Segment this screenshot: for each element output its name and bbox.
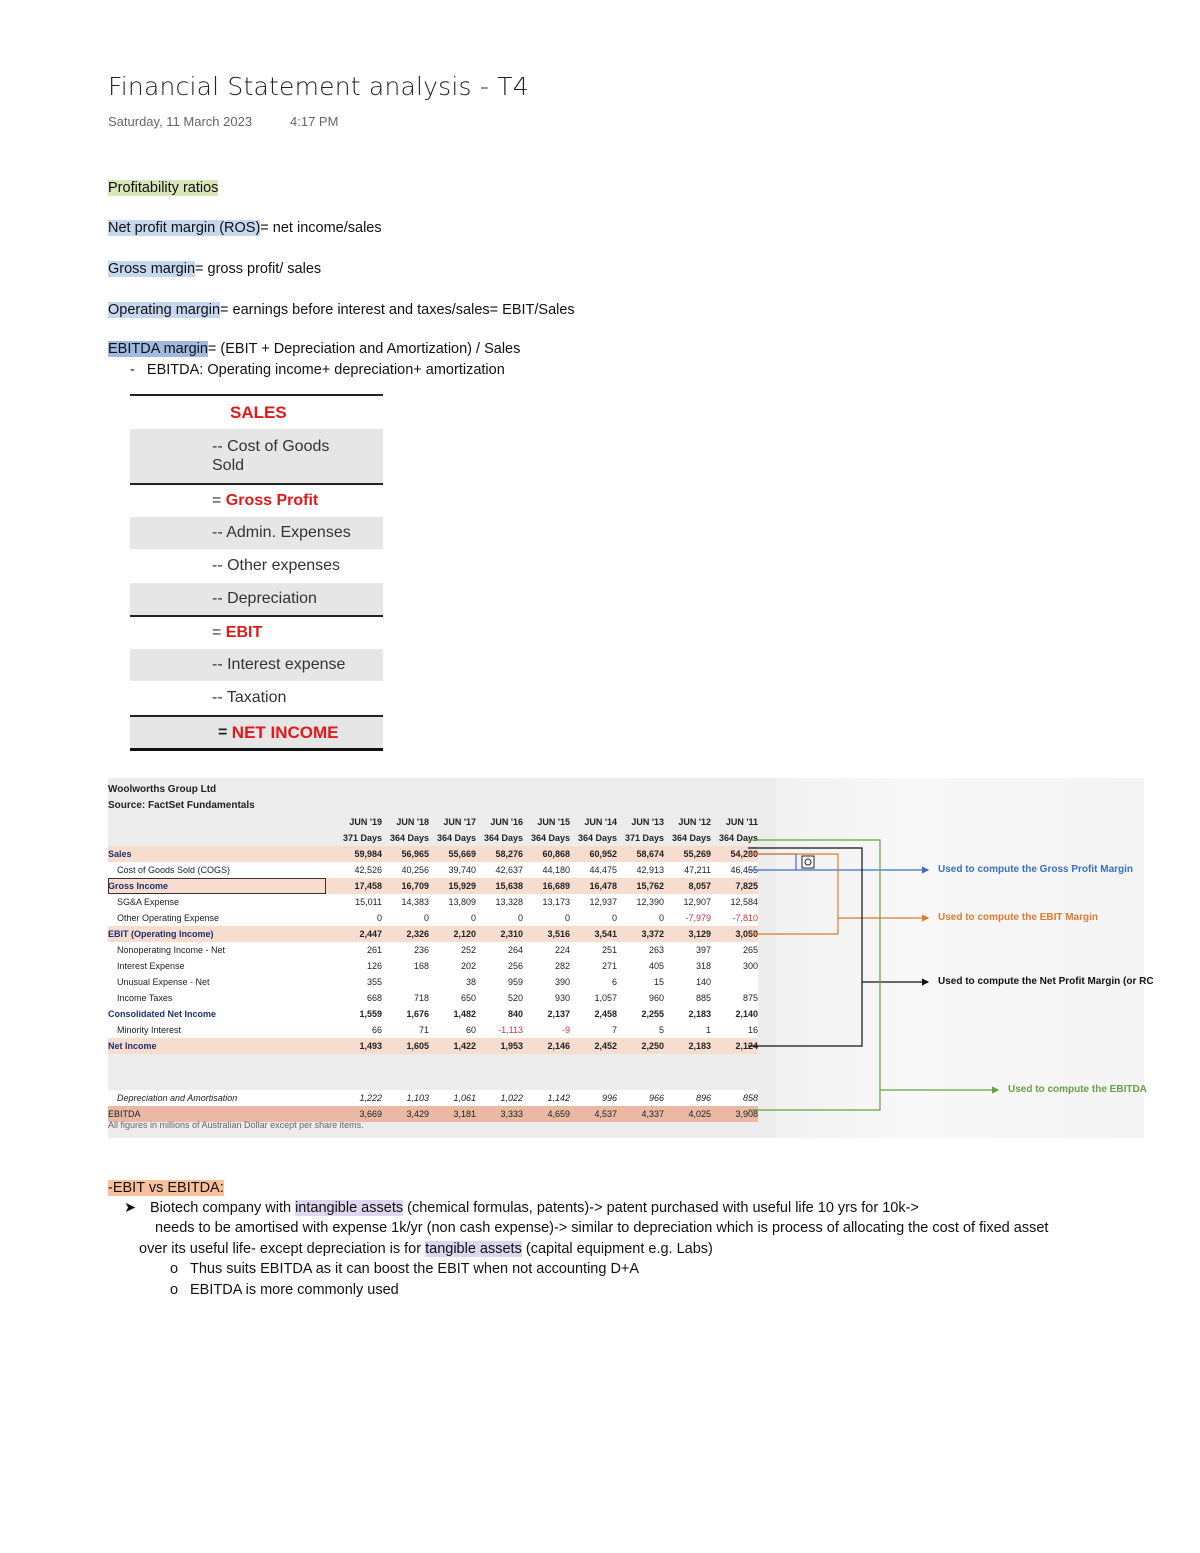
woolworths-figure <box>108 778 1154 1138</box>
ww-year-header: JUN '16 <box>490 817 523 827</box>
ww-cell: 1,676 <box>382 1006 429 1022</box>
ww-cell: 0 <box>570 910 617 926</box>
ww-cell: 12,937 <box>570 894 617 910</box>
ww-row-label: Minority Interest <box>108 1022 335 1038</box>
is-tax: -- Taxation <box>212 689 287 706</box>
ww-year-header: JUN '18 <box>396 817 429 827</box>
profitability-heading <box>108 180 218 196</box>
notes-b1-pre: Biotech company with <box>150 1200 296 1216</box>
notes-sub-2-text: EBITDA is more commonly used <box>190 1282 399 1298</box>
ww-cell: 2,326 <box>382 926 429 942</box>
ww-cell: 3,429 <box>382 1106 429 1122</box>
ww-cell: -7,810 <box>711 910 758 926</box>
ww-cell: 397 <box>664 942 711 958</box>
ww-cell: 3,050 <box>711 926 758 942</box>
ww-cell: 959 <box>476 974 523 990</box>
is-other-row <box>130 549 383 583</box>
ww-cell: 1,222 <box>335 1090 382 1106</box>
ww-title: Woolworths Group Ltd <box>108 784 217 795</box>
ww-cell: 60,868 <box>523 846 570 862</box>
ww-cell: 15 <box>617 974 664 990</box>
ww-year-header: JUN '17 <box>443 817 476 827</box>
ww-cell: 4,025 <box>664 1106 711 1122</box>
ww-cell: 996 <box>570 1090 617 1106</box>
ww-cell: 1,142 <box>523 1090 570 1106</box>
ww-year-header: JUN '13 <box>631 817 664 827</box>
ebit-margin-connector <box>748 854 928 934</box>
ww-cell: 2,120 <box>429 926 476 942</box>
ww-cell: 2,458 <box>570 1006 617 1022</box>
ww-cell: 3,669 <box>335 1106 382 1122</box>
ww-cell: 55,269 <box>664 846 711 862</box>
ww-cell: 12,907 <box>664 894 711 910</box>
ww-cell: 2,146 <box>523 1038 570 1054</box>
ww-cell: 318 <box>664 958 711 974</box>
ww-year-header: JUN '15 <box>537 817 570 827</box>
notes-b1-post: (chemical formulas, patents)-> patent purchased with useful life 10 yrs for 10k-> <box>403 1200 919 1216</box>
ww-cell: 650 <box>429 990 476 1006</box>
ww-cell: 168 <box>382 958 429 974</box>
ww-cell: 42,526 <box>335 862 382 878</box>
ww-cell: 2,140 <box>711 1006 758 1022</box>
ww-cell: 1,057 <box>570 990 617 1006</box>
ww-cell: 251 <box>570 942 617 958</box>
ww-cell: 2,255 <box>617 1006 664 1022</box>
ww-cell: 58,276 <box>476 846 523 862</box>
ww-cell: 6 <box>570 974 617 990</box>
ww-cell: 236 <box>382 942 429 958</box>
ww-cell: 0 <box>523 910 570 926</box>
net-profit-def: = net income/sales <box>260 220 382 236</box>
net-profit-margin-line <box>108 220 382 236</box>
ww-cell: 8,057 <box>664 878 711 894</box>
income-statement-graphic <box>130 394 383 751</box>
ww-days-header: 371 Days <box>624 833 664 843</box>
ww-cell: 44,475 <box>570 862 617 878</box>
ww-cell: 3,181 <box>429 1106 476 1122</box>
ebitda-margin-term: EBITDA margin <box>108 341 208 357</box>
ebitda-connector <box>748 840 998 1110</box>
gross-margin-def: = gross profit/ sales <box>195 261 322 277</box>
gross-margin-line <box>108 261 321 277</box>
ww-cell: 300 <box>711 958 758 974</box>
ww-days-header: 364 Days <box>718 833 758 843</box>
is-dep-row <box>130 583 383 615</box>
profitability-heading-text: Profitability ratios <box>108 180 219 196</box>
ww-cell: 15,762 <box>617 878 664 894</box>
ww-cell: 885 <box>664 990 711 1006</box>
ww-cell: 16,478 <box>570 878 617 894</box>
ww-year-header: JUN '11 <box>725 817 758 827</box>
is-tax-row <box>130 681 383 715</box>
ww-cell: 47,211 <box>664 862 711 878</box>
ww-cell: 42,913 <box>617 862 664 878</box>
notes-b1-l3-hl: tangible assets <box>425 1241 522 1257</box>
ww-cell: 4,659 <box>523 1106 570 1122</box>
ww-cell: 256 <box>476 958 523 974</box>
dash-bullet-icon: - <box>130 362 147 378</box>
notes-bullet-1 <box>124 1200 919 1216</box>
ww-cell: 60 <box>429 1022 476 1038</box>
is-gross-eq: = <box>212 492 222 509</box>
is-net: NET INCOME <box>231 722 339 742</box>
ww-row-label: Depreciation and Amortisation <box>108 1090 335 1106</box>
ww-cell: 2,183 <box>664 1038 711 1054</box>
ww-cell: 2,183 <box>664 1006 711 1022</box>
ww-row-label: EBIT (Operating Income) <box>108 926 335 942</box>
ww-cell: 2,137 <box>523 1006 570 1022</box>
ww-cell: 44,180 <box>523 862 570 878</box>
notes-bullet-1-line-2: needs to be amortised with expense 1k/yr (non cash expense)-> similar to depreciation which is process of allocating the cost of fixed asset <box>155 1220 1049 1236</box>
ebitda-definition-bullet <box>130 362 505 378</box>
operating-margin-term: Operating margin <box>108 302 221 318</box>
ww-cell: 60,952 <box>570 846 617 862</box>
ann-ebitda: Used to compute the EBITDA <box>1008 1084 1147 1095</box>
ww-cell: -7,979 <box>664 910 711 926</box>
ebit-vs-ebitda-heading-text: -EBIT vs EBITDA: <box>108 1180 224 1196</box>
net-profit-term: Net profit margin (ROS) <box>108 220 261 236</box>
ww-cell: 668 <box>335 990 382 1006</box>
ww-year-header: JUN '12 <box>678 817 711 827</box>
is-cogs-row <box>130 429 383 483</box>
is-interest: -- Interest expense <box>212 656 346 673</box>
ww-cell: 16 <box>711 1022 758 1038</box>
is-other: -- Other expenses <box>212 557 341 574</box>
ann-gross-margin: Used to compute the Gross Profit Margin <box>938 864 1134 875</box>
notes-sub-1-text: Thus suits EBITDA as it can boost the EBIT when not accounting D+A <box>190 1261 640 1277</box>
ww-cell: 12,390 <box>617 894 664 910</box>
ww-cell: 224 <box>523 942 570 958</box>
is-cogs: -- Cost of Goods Sold <box>212 438 330 474</box>
cursor-icon <box>802 856 814 868</box>
ww-days-header: 364 Days <box>483 833 523 843</box>
ww-cell: 2,452 <box>570 1038 617 1054</box>
ww-cell: 2,447 <box>335 926 382 942</box>
ww-cell: 59,984 <box>335 846 382 862</box>
arrow-bullet-icon: ➤ <box>124 1200 137 1216</box>
ww-row-label: EBITDA <box>108 1106 335 1122</box>
is-admin: -- Admin. Expenses <box>212 524 351 541</box>
ww-cell: 390 <box>523 974 570 990</box>
gross-margin-term: Gross margin <box>108 261 196 277</box>
ww-row-label: Unusual Expense - Net <box>108 974 335 990</box>
ww-cell: 2,310 <box>476 926 523 942</box>
ww-days-header: 364 Days <box>577 833 617 843</box>
notes-b1-hl: intangible assets <box>295 1200 404 1216</box>
ww-cell: 38 <box>429 974 476 990</box>
ww-cell: 2,250 <box>617 1038 664 1054</box>
circle-bullet-icon: o <box>170 1282 179 1298</box>
notes-bullet-1-line-3 <box>139 1241 713 1257</box>
ww-cell: 71 <box>382 1022 429 1038</box>
ww-row-label: Consolidated Net Income <box>108 1006 335 1022</box>
ww-cell: 3,129 <box>664 926 711 942</box>
ann-ebit-margin: Used to compute the EBIT Margin <box>938 912 1099 923</box>
ww-cell: 202 <box>429 958 476 974</box>
notes-sub-2 <box>170 1282 399 1298</box>
is-ebit: EBIT <box>225 624 263 641</box>
ww-cell: 252 <box>429 942 476 958</box>
ww-cell: 14,383 <box>382 894 429 910</box>
ww-cell: 1,605 <box>382 1038 429 1054</box>
ww-cell: 55,669 <box>429 846 476 862</box>
ebitda-margin-def: = (EBIT + Depreciation and Amortization) / Sales <box>207 341 521 357</box>
ww-cell: 355 <box>335 974 382 990</box>
ww-row-label: Net Income <box>108 1038 335 1054</box>
ww-cell: 40,256 <box>382 862 429 878</box>
ww-cell: -9 <box>523 1022 570 1038</box>
ww-cell: 3,541 <box>570 926 617 942</box>
ww-cell: 405 <box>617 958 664 974</box>
ww-cell: 46,455 <box>711 862 758 878</box>
ww-cell: 140 <box>664 974 711 990</box>
ww-cell: 271 <box>570 958 617 974</box>
ww-cell: 2,124 <box>711 1038 758 1054</box>
ww-cell: 15,011 <box>335 894 382 910</box>
ww-row-label: Nonoperating Income - Net <box>108 942 335 958</box>
ww-cell: 17,458 <box>335 878 382 894</box>
ww-row-label: Gross Income <box>108 878 335 894</box>
ww-cell: 16,709 <box>382 878 429 894</box>
ww-cell: 1,493 <box>335 1038 382 1054</box>
ww-cell: 4,537 <box>570 1106 617 1122</box>
ww-cell: 15,638 <box>476 878 523 894</box>
ww-year-header: JUN '14 <box>584 817 617 827</box>
ww-days-header: 364 Days <box>530 833 570 843</box>
ww-cell: 875 <box>711 990 758 1006</box>
ww-cell: 0 <box>476 910 523 926</box>
page-date: Saturday, 11 March 2023 <box>108 114 253 129</box>
ww-cell: 3,908 <box>711 1106 758 1122</box>
is-ebit-eq: = <box>212 624 222 641</box>
ebitda-definition-text: EBITDA: Operating income+ depreciation+ amortization <box>146 362 505 378</box>
ww-cell: 7 <box>570 1022 617 1038</box>
ww-cell: 3,372 <box>617 926 664 942</box>
ww-cell: 42,637 <box>476 862 523 878</box>
ebit-vs-ebitda-heading <box>108 1180 224 1196</box>
notes-sub-1 <box>170 1261 639 1277</box>
ww-days-header: 371 Days <box>342 833 382 843</box>
ww-cell: 265 <box>711 942 758 958</box>
ww-row-label: Cost of Goods Sold (COGS) <box>108 862 335 878</box>
notes-b1-l3-post: (capital equipment e.g. Labs) <box>521 1241 713 1257</box>
is-net-row <box>130 715 383 751</box>
ww-cell: 1,482 <box>429 1006 476 1022</box>
ww-cell: 58,674 <box>617 846 664 862</box>
ww-year-header: JUN '19 <box>349 817 382 827</box>
is-gross: Gross Profit <box>225 492 319 509</box>
page-title: Financial Statement analysis - T4 <box>108 72 529 101</box>
ww-row-label: SG&A Expense <box>108 894 335 910</box>
is-sales: SALES <box>230 402 287 422</box>
page-time: 4:17 PM <box>290 114 339 129</box>
ww-days-header: 364 Days <box>389 833 429 843</box>
ww-cell: 3,516 <box>523 926 570 942</box>
ww-cell: 0 <box>382 910 429 926</box>
ww-cell: 1,953 <box>476 1038 523 1054</box>
ww-cell: 0 <box>335 910 382 926</box>
is-admin-row <box>130 517 383 549</box>
ww-cell: 1,559 <box>335 1006 382 1022</box>
is-net-eq: = <box>218 723 228 741</box>
ww-cell: 282 <box>523 958 570 974</box>
ww-cell: 1 <box>664 1022 711 1038</box>
ww-cell: 13,809 <box>429 894 476 910</box>
ww-cell: 718 <box>382 990 429 1006</box>
operating-margin-line <box>108 302 575 318</box>
ww-days-header: 364 Days <box>671 833 711 843</box>
ww-cell: 56,965 <box>382 846 429 862</box>
ww-row-label: Sales <box>108 846 335 862</box>
annotation-lines <box>108 778 1144 1138</box>
ww-cell: 896 <box>664 1090 711 1106</box>
ww-cell: 0 <box>429 910 476 926</box>
ww-cell: 13,328 <box>476 894 523 910</box>
ww-cell: 1,022 <box>476 1090 523 1106</box>
ww-cell: 1,061 <box>429 1090 476 1106</box>
is-gross-row <box>130 483 383 517</box>
ebitda-margin-line <box>108 341 520 357</box>
ww-cell: 960 <box>617 990 664 1006</box>
ww-cell: 126 <box>335 958 382 974</box>
ww-cell: 7,825 <box>711 878 758 894</box>
notes-b1-l3-pre: over its useful life- except depreciation is for <box>139 1241 426 1257</box>
ww-row-label: Income Taxes <box>108 990 335 1006</box>
ww-cell: 66 <box>335 1022 382 1038</box>
ww-cell: 16,689 <box>523 878 570 894</box>
ww-cell: 840 <box>476 1006 523 1022</box>
ww-days-header: 364 Days <box>436 833 476 843</box>
ww-cell: 54,280 <box>711 846 758 862</box>
ww-cell: 1,103 <box>382 1090 429 1106</box>
ww-cell: 0 <box>617 910 664 926</box>
ww-cell: -1,113 <box>476 1022 523 1038</box>
is-ebit-row <box>130 615 383 649</box>
ww-cell: 3,333 <box>476 1106 523 1122</box>
is-sales-row <box>130 394 383 429</box>
ww-cell: 858 <box>711 1090 758 1106</box>
ww-cell: 5 <box>617 1022 664 1038</box>
ww-cell: 15,929 <box>429 878 476 894</box>
ww-cell: 12,584 <box>711 894 758 910</box>
ww-cell: 4,337 <box>617 1106 664 1122</box>
operating-margin-def: = earnings before interest and taxes/sales= EBIT/Sales <box>220 302 575 318</box>
ww-cell: 39,740 <box>429 862 476 878</box>
circle-bullet-icon: o <box>170 1261 179 1277</box>
ww-cell: 13,173 <box>523 894 570 910</box>
is-interest-row <box>130 649 383 681</box>
ww-row-label: Interest Expense <box>108 958 335 974</box>
ww-cell: 520 <box>476 990 523 1006</box>
ww-source: Source: FactSet Fundamentals <box>108 800 255 811</box>
ann-net-profit-margin: Used to compute the Net Profit Margin (or RC <box>938 976 1154 987</box>
ww-cell: 930 <box>523 990 570 1006</box>
ww-cell: 966 <box>617 1090 664 1106</box>
ww-cell: 261 <box>335 942 382 958</box>
ww-cell: 263 <box>617 942 664 958</box>
ww-footnote: All figures in millions of Australian Dollar except per share items. <box>108 1120 364 1130</box>
ww-cell: 1,422 <box>429 1038 476 1054</box>
ww-cell: 264 <box>476 942 523 958</box>
is-dep: -- Depreciation <box>212 590 317 607</box>
ww-row-label: Other Operating Expense <box>108 910 335 926</box>
